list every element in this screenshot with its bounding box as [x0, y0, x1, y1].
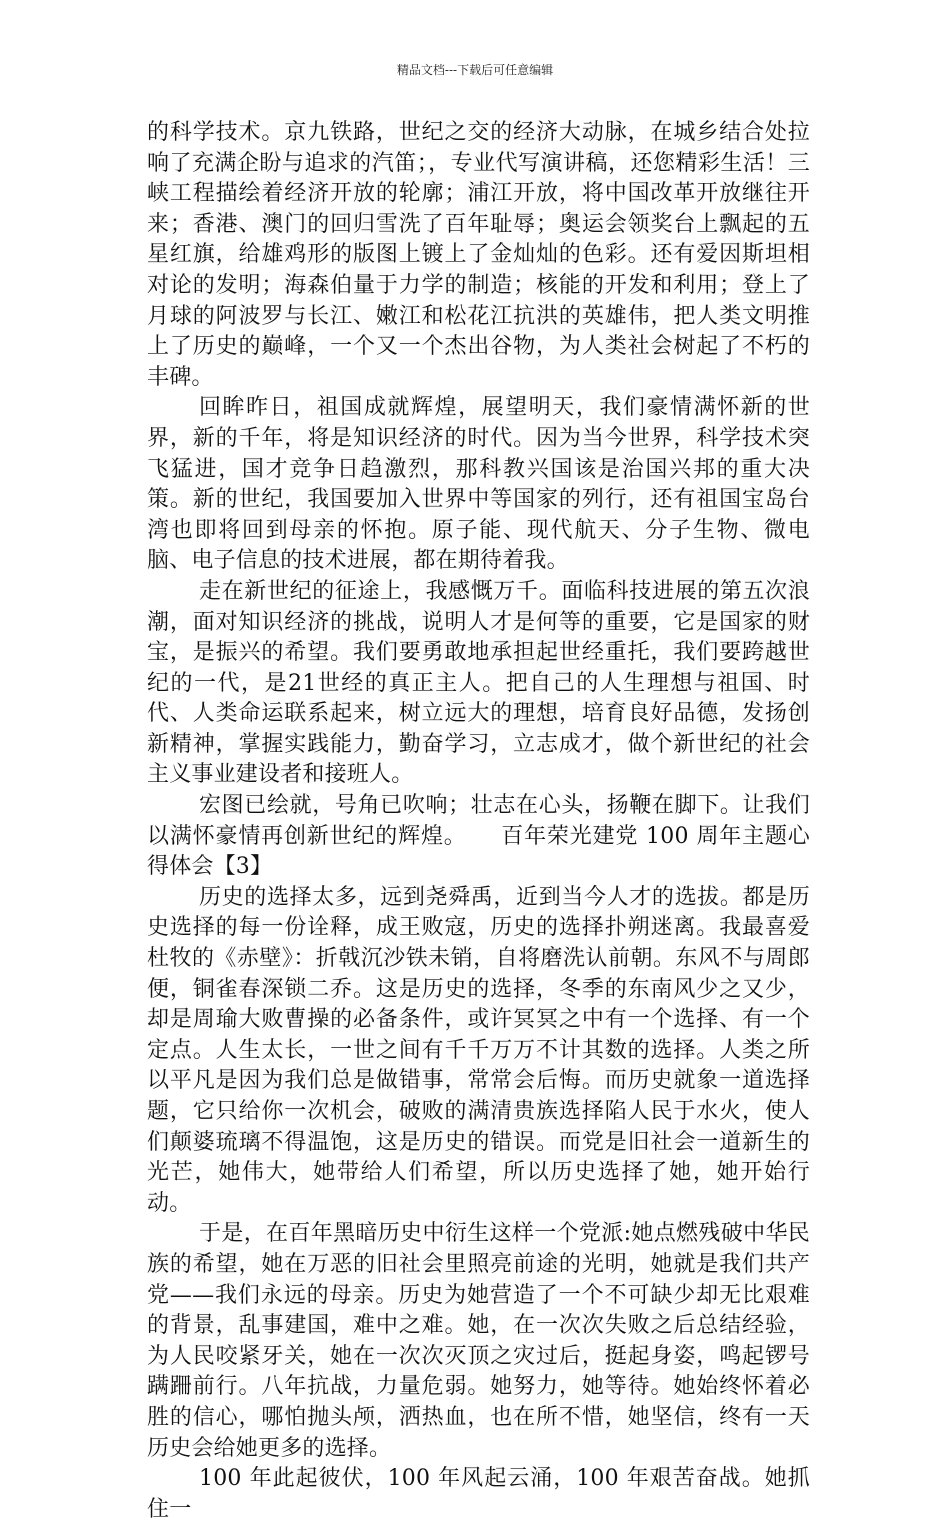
paragraph-2: 回眸昨日，祖国成就辉煌，展望明天，我们豪情满怀新的世界，新的千年，将是知识经济的时代。因为当今世界，科学技术突飞猛进，国才竞争日趋激烈，那科教兴国该是治国兴邦的重大决策。新的世纪，我国要加入世界中等国家的列行，还有祖国宝岛台湾也即将回到母亲的怀抱。原子能、现代航天、分子生物、微电脑、电子信息的技术进展，都在期待着我。: [147, 395, 810, 574]
paragraph-4: 宏图已绘就，号角已吹响；壮志在心头，扬鞭在脚下。让我们以满怀豪情再创新世纪的辉煌。 百年荣光建党 100 周年主题心得体会【3】: [147, 793, 810, 880]
page-header: 精品文档---下载后可任意编辑: [396, 63, 554, 77]
document-body: [147, 118, 810, 1525]
paragraph-7: 100 年此起彼伏，100 年风起云涌，100 年艰苦奋战。她抓住一: [147, 1466, 810, 1522]
paragraph-3: 走在新世纪的征途上，我感慨万千。面临科技进展的第五次浪潮，面对知识经济的挑战，说明人才是何等的重要，它是国家的财宝，是振兴的希望。我们要勇敢地承担起世经重托，我们要跨越世纪的一代，是21世经的真正主人。把自己的人生理想与祖国、时代、人类命运联系起来，树立远大的理想，培育良好品德，发扬创新精神，掌握实践能力，勤奋学习，立志成才，做个新世纪的社会主义事业建设者和接班人。: [147, 578, 810, 788]
paragraph-6: 于是，在百年黑暗历史中衍生这样一个党派:她点燃残破中华民族的希望，她在万恶的旧社会里照亮前途的光明，她就是我们共产党——我们永远的母亲。历史为她营造了一个不可缺少却无比艰难的背景，乱事建国，难中之难。她，在一次次失败之后总结经验，为人民咬紧牙关，她在一次次灭顶之灾过后，挺起身姿，鸣起锣号蹒跚前行。八年抗战，力量危弱。她努力，她等待。她始终怀着必胜的信心，哪怕抛头颅，洒热血，也在所不惜，她坚信，终有一天历史会给她更多的选择。: [147, 1221, 810, 1461]
paragraph-1: 的科学技术。京九铁路，世纪之交的经济大动脉，在城乡结合处拉响了充满企盼与追求的汽笛；，专业代写演讲稿，还您精彩生活！三峡工程描绘着经济开放的轮廓；浦江开放，将中国改革开放继往开来；香港、澳门的回归雪洗了百年耻辱；奥运会领奖台上飘起的五星红旗，给雄鸡形的版图上镀上了金灿灿的色彩。还有爱因斯坦相对论的发明；海森伯量于力学的制造；核能的开发和利用；登上了月球的阿波罗与长江、嫩江和松花江抗洪的英雄伟，把人类文明推上了历史的巅峰，一个又一个杰出谷物，为人类社会树起了不朽的丰碑。: [147, 120, 810, 390]
paragraph-5: 历史的选择太多，远到尧舜禹，近到当今人才的选拔。都是历史选择的每一份诠释，成王败寇，历史的选择扑朔迷离。我最喜爱杜牧的《赤壁》：折戟沉沙铁未销，自将磨洗认前朝。东风不与周郎便，铜雀春深锁二乔。这是历史的选择，冬季的东南风少之又少，却是周瑜大败曹操的必备条件，或许冥冥之中有一个选择、有一个定点。人生太长，一世之间有千千万万不计其数的选择。人类之所以平凡是因为我们总是做错事，常常会后悔。而历史就象一道选择题，它只给你一次机会，破败的满清贵族选择陷人民于水火，使人们颠婆琉璃不得温饱，这是历史的错误。而党是旧社会一道新生的光芒，她伟大，她带给人们希望，所以历史选择了她，她开始行动。: [147, 884, 810, 1216]
